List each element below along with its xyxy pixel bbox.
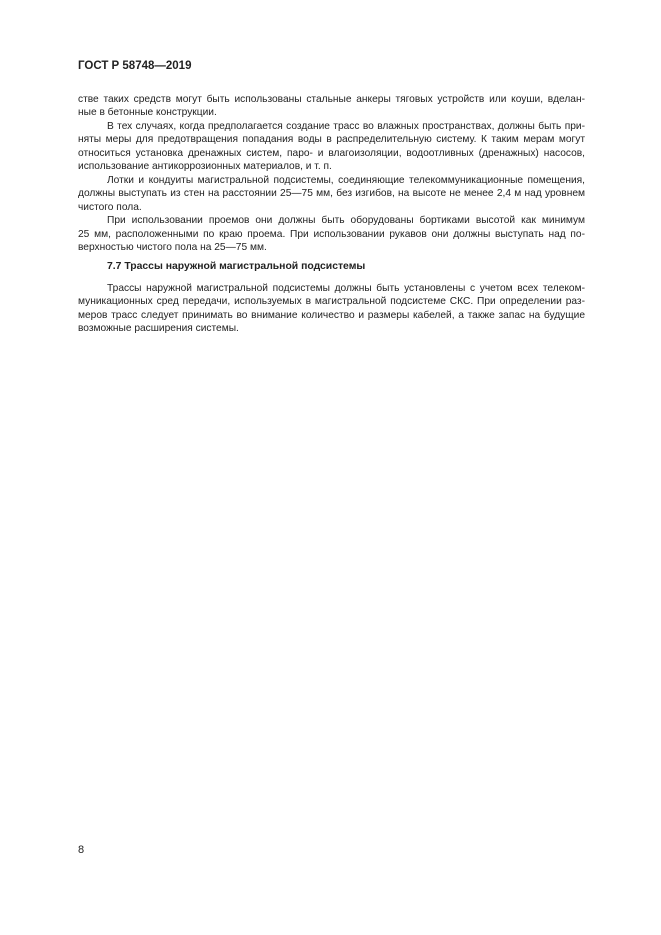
paragraph-line: использование антикоррозионных материалов, и т. п. (78, 161, 332, 172)
page-number: 8 (78, 844, 85, 856)
paragraph-line: Лотки и кондуиты магистральной подсистемы, соединяющие телекоммуникационные помещения, (107, 175, 585, 186)
paragraph-line: Трассы наружной магистральной подсистемы должны быть установлены с учетом всех телеком- (107, 283, 585, 294)
paragraph-line: возможные расширения системы. (78, 323, 239, 334)
paragraph-line: меров трасс следует принимать во внимание количество и размеры кабелей, а также запас на будущие (78, 310, 585, 321)
paragraph-line: При использовании проемов они должны быть оборудованы бортиками высотой как минимум (107, 215, 585, 226)
paragraph-line: должны выступать из стен на расстоянии 25—75 мм, без изгибов, на высоте не менее 2,4 м над уровнем (78, 188, 585, 199)
paragraph-line: В тех случаях, когда предполагается создание трасс во влажных пространствах, должны быть при- (107, 121, 585, 132)
paragraph-line: верхностью чистого пола на 25—75 мм. (78, 242, 267, 253)
paragraph-line: муникационных сред передачи, используемых в магистральной подсистеме СКС. При определении раз- (78, 296, 585, 307)
paragraph-line: относиться установка дренажных систем, паро- и влагоизоляции, водоотливных (дренажных) насосов, (78, 148, 585, 159)
paragraph-line: стве таких средств могут быть использованы стальные анкеры тяговых устройств или коуши, вделан- (78, 94, 585, 105)
paragraph-line: чистого пола. (78, 202, 142, 213)
section-heading: 7.7 Трассы наружной магистральной подсистемы (107, 261, 366, 272)
paragraph-line: 25 мм, расположенными по краю проема. При использовании рукавов они должны выступать над по- (78, 229, 585, 240)
paragraph-line: няты меры для предотвращения попадания воды в распределительную систему. К таким мерам могут (78, 134, 585, 145)
paragraph-line: ные в бетонные конструкции. (78, 107, 217, 118)
document-header: ГОСТ Р 58748—2019 (78, 60, 192, 72)
